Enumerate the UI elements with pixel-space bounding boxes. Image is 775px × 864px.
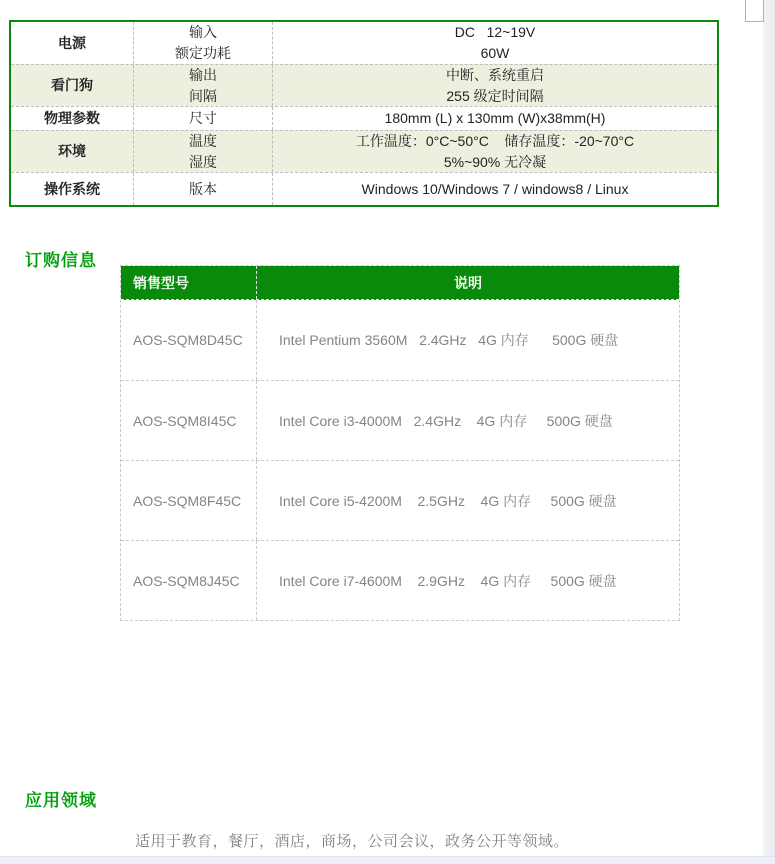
header-model-column: 销售型号 <box>121 266 257 299</box>
spec-value: Windows 10/Windows 7 / windows8 / Linux <box>272 173 717 205</box>
ordering-table <box>120 265 680 621</box>
model-cell: AOS-SQM8I45C <box>121 381 257 460</box>
model-cell: AOS-SQM8D45C <box>121 300 257 380</box>
spec-category: 看门狗 <box>51 77 93 93</box>
model-cell: AOS-SQM8J45C <box>121 541 257 620</box>
spec-parameter: 尺寸 <box>133 107 272 130</box>
spec-value: 180mm (L) x 130mm (W)x38mm(H) <box>272 107 717 130</box>
spec-value: 中断、系统重启 255 级定时间隔 <box>272 65 717 106</box>
spec-parameter: 温度 湿度 <box>133 131 272 172</box>
scrollbar-corner-button[interactable] <box>745 0 764 22</box>
spec-parameter: 输入 额定功耗 <box>133 22 272 64</box>
spec-parameter: 版本 <box>133 173 272 205</box>
spec-category: 物理参数 <box>44 110 100 126</box>
table-row <box>121 380 679 460</box>
bottom-panel-edge <box>0 856 775 864</box>
application-area-text: 适用于教育，餐厅，酒店，商场，公司会议，政务公开等领域。 <box>135 833 570 850</box>
application-area-heading: 应用领域 <box>25 791 97 810</box>
spec-row-environment <box>11 130 717 172</box>
table-row <box>121 460 679 540</box>
description-cell: Intel Core i3-4000M 2.4GHz 4G 内存 500G 硬盘 <box>279 412 613 429</box>
spec-parameter: 输出 间隔 <box>133 65 272 106</box>
table-row <box>121 540 679 620</box>
description-cell: Intel Pentium 3560M 2.4GHz 4G 内存 500G 硬盘 <box>279 332 619 348</box>
spec-row-os <box>11 172 717 205</box>
description-cell: Intel Core i7-4600M 2.9GHz 4G 内存 500G 硬盘 <box>279 572 617 589</box>
ordering-table-header <box>121 266 679 300</box>
spec-row-physical <box>11 106 717 130</box>
spec-category: 环境 <box>58 143 86 159</box>
spec-value: DC 12~19V 60W <box>272 22 717 64</box>
header-description-column: 说明 <box>454 274 482 291</box>
description-cell: Intel Core i5-4200M 2.5GHz 4G 内存 500G 硬盘 <box>279 492 617 509</box>
scrollbar-track[interactable] <box>763 0 775 864</box>
model-cell: AOS-SQM8F45C <box>121 461 257 540</box>
spec-table <box>9 20 719 207</box>
spec-row-watchdog <box>11 64 717 106</box>
spec-row-power <box>11 22 717 64</box>
ordering-info-heading: 订购信息 <box>25 251 97 270</box>
table-row <box>121 300 679 380</box>
spec-category: 电源 <box>58 34 86 51</box>
spec-category: 操作系统 <box>44 180 100 197</box>
spec-value: 工作温度：0°C~50°C 储存温度：-20~70°C 5%~90% 无冷凝 <box>272 131 717 172</box>
